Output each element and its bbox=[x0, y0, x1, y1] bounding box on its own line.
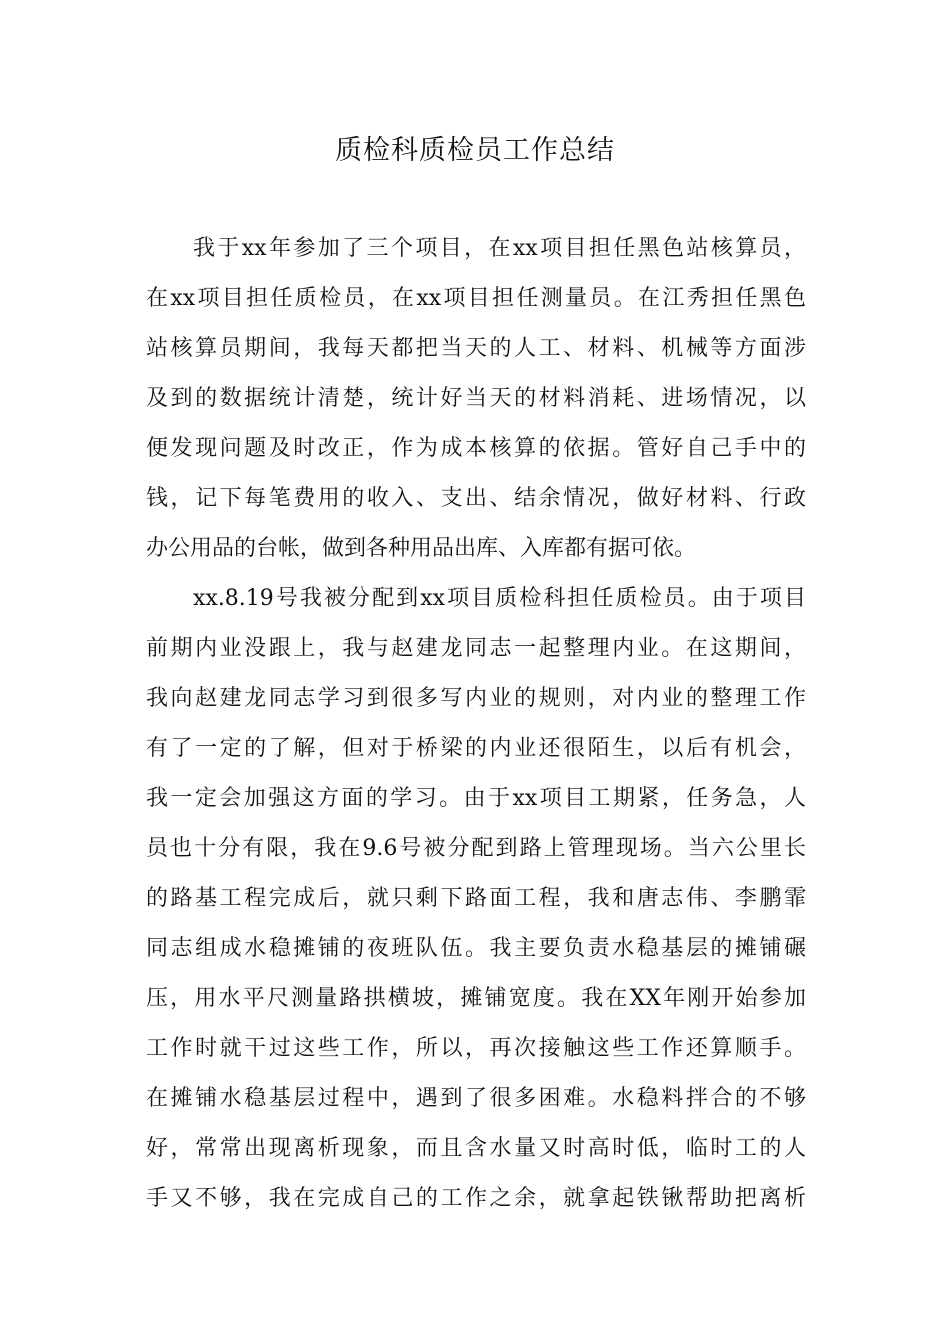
paragraph-1-line-1: 我于xx年参加了三个项目，在xx项目担任黑色站核算员， bbox=[193, 236, 806, 261]
paragraph-1-line-5: 便发现问题及时改正，作为成本核算的依据。管好自己手中的 bbox=[146, 436, 806, 461]
paragraph-2-line-9: 压，用水平尺测量路拱横坡，摊铺宽度。我在XX年刚开始参加 bbox=[146, 986, 806, 1011]
paragraph-2-line-10: 工作时就干过这些工作，所以，再次接触这些工作还算顺手。 bbox=[146, 1036, 806, 1061]
paragraph-1-line-2: 在xx项目担任质检员，在xx项目担任测量员。在江秀担任黑色 bbox=[146, 286, 806, 311]
paragraph-1-line-4: 及到的数据统计清楚，统计好当天的材料消耗、进场情况，以 bbox=[146, 386, 806, 411]
document-title: 质检科质检员工作总结 bbox=[335, 135, 615, 166]
paragraph-2-line-1: xx.8.19号我被分配到xx项目质检科担任质检员。由于项目 bbox=[193, 586, 806, 611]
paragraph-2-line-4: 有了一定的了解，但对于桥梁的内业还很陌生，以后有机会， bbox=[146, 736, 806, 761]
paragraph-2-line-11: 在摊铺水稳基层过程中，遇到了很多困难。水稳料拌合的不够 bbox=[146, 1086, 806, 1111]
paragraph-2-line-2: 前期内业没跟上，我与赵建龙同志一起整理内业。在这期间， bbox=[146, 636, 806, 661]
paragraph-2-line-6: 员也十分有限，我在9.6号被分配到路上管理现场。当六公里长 bbox=[146, 836, 806, 861]
paragraph-2-line-12: 好，常常出现离析现象，而且含水量又时高时低，临时工的人 bbox=[146, 1136, 806, 1161]
paragraph-1-line-7: 办公用品的台帐，做到各种用品出库、入库都有据可依。 bbox=[146, 536, 697, 561]
paragraph-1-line-6: 钱，记下每笔费用的收入、支出、结余情况，做好材料、行政 bbox=[146, 486, 806, 511]
paragraph-2-line-8: 同志组成水稳摊铺的夜班队伍。我主要负责水稳基层的摊铺碾 bbox=[146, 936, 806, 961]
paragraph-2-line-5: 我一定会加强这方面的学习。由于xx项目工期紧，任务急，人 bbox=[146, 786, 806, 811]
paragraph-2-line-7: 的路基工程完成后，就只剩下路面工程，我和唐志伟、李鹏霏 bbox=[146, 886, 806, 911]
paragraph-2-line-13: 手又不够，我在完成自己的工作之余，就拿起铁锹帮助把离析 bbox=[146, 1186, 806, 1211]
paragraph-1-line-3: 站核算员期间，我每天都把当天的人工、材料、机械等方面涉 bbox=[146, 336, 806, 361]
paragraph-2-line-3: 我向赵建龙同志学习到很多写内业的规则，对内业的整理工作 bbox=[146, 686, 806, 711]
